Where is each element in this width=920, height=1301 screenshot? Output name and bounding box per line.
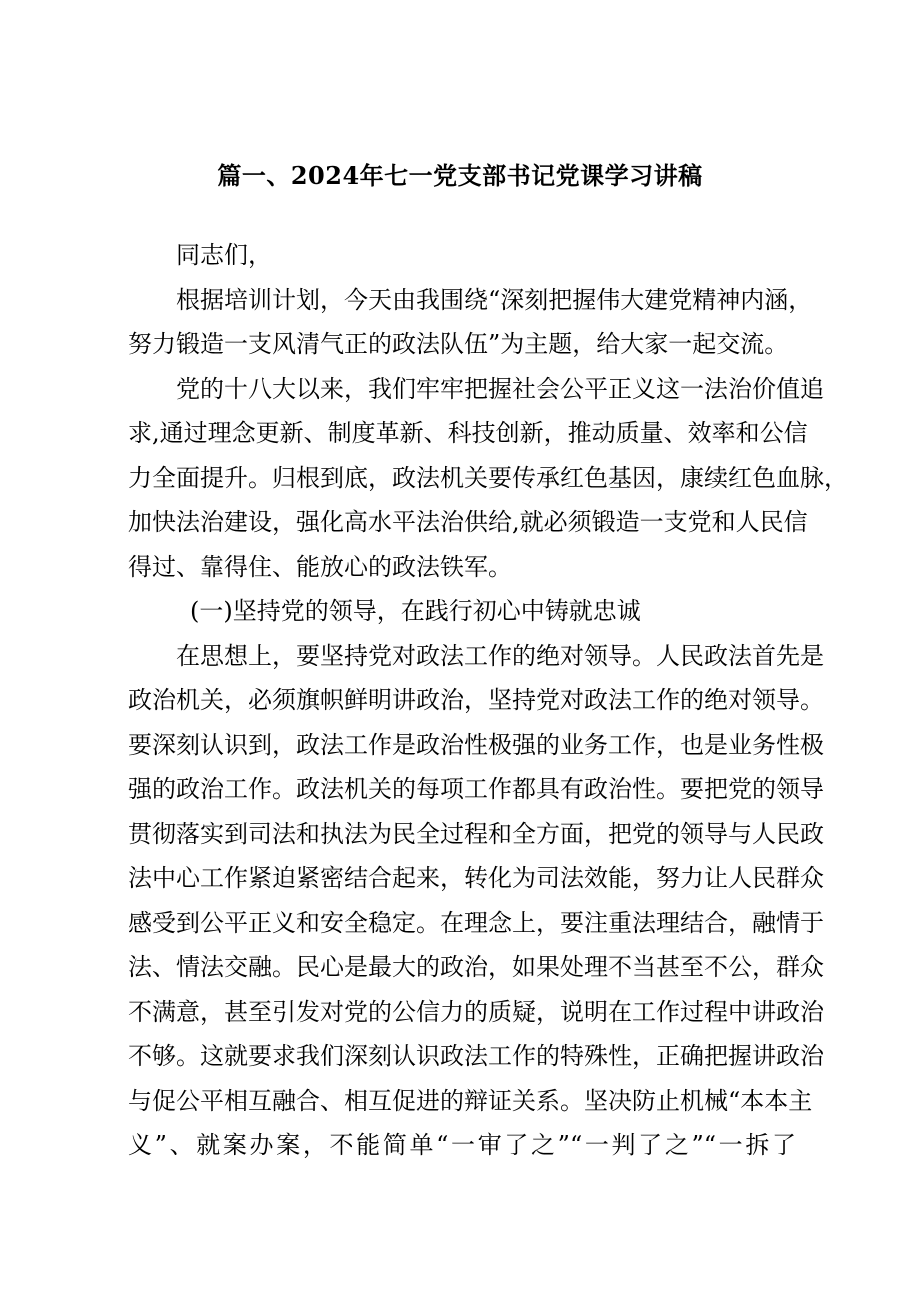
text-line: 同志们， bbox=[176, 241, 272, 269]
document-body bbox=[128, 233, 848, 1168]
text-line: 党的十八大以来，我们牢牢把握社会公平正义这一法治价值追 bbox=[176, 374, 824, 403]
text-line: 求,通过理念更新、制度革新、科技创新，推动质量、效率和公信 bbox=[128, 419, 808, 447]
text-line: 要深刻认识到，政法工作是政治性极强的业务工作，也是业务性极 bbox=[128, 730, 824, 759]
text-line: 感受到公平正义和安全稳定。在理念上，要注重法理结合，融情于 bbox=[128, 908, 824, 937]
text-line: 在思想上，要坚持党对政法工作的绝对领导。人民政法首先是 bbox=[176, 641, 824, 670]
section-heading-text: (一)坚持党的领导，在践行初心中铸就忠诚 bbox=[190, 597, 641, 625]
paragraph-background bbox=[128, 367, 848, 590]
text-line: 法中心工作紧迫紧密结合起来，转化为司法效能，努力让人民群众 bbox=[128, 864, 824, 892]
section-heading bbox=[128, 589, 796, 634]
text-line: 与促公平相互融合、相互促进的辩证关系。坚决防止机械“本本主 bbox=[128, 1086, 813, 1115]
text-line: 法、情法交融。民心是最大的政治，如果处理不当甚至不公，群众 bbox=[128, 953, 824, 981]
text-line: 贯彻落实到司法和执法为民全过程和全方面，把党的领导与人民政 bbox=[128, 819, 824, 848]
paragraph-section-body bbox=[128, 634, 824, 1168]
document-title: 篇一、2024年七一党支部书记党课学习讲稿 bbox=[217, 161, 703, 190]
text-line: 政治机关，必须旗帜鲜明讲政治，坚持党对政法工作的绝对领导。 bbox=[128, 686, 824, 714]
text-line: 义”、就案办案，不能简单“一审了之”“一判了之”“一拆了 bbox=[128, 1131, 796, 1159]
text-line: 加快法治建设，强化高水平法治供给,就必须锻造一支党和人民信 bbox=[128, 508, 808, 536]
paragraph-intro bbox=[128, 278, 813, 367]
text-line: 不满意，甚至引发对党的公信力的质疑，说明在工作过程中讲政治 bbox=[128, 997, 824, 1026]
text-line: 力全面提升。归根到底，政法机关要传承红色基因，康续红色血脉， bbox=[128, 463, 848, 492]
text-line: 根据培训计划，今天由我围绕“深刻把握伟大建党精神内涵， bbox=[176, 285, 813, 314]
text-line: 努力锻造一支风清气正的政法队伍”为主题，给大家一起交流。 bbox=[128, 330, 789, 358]
paragraph-greeting bbox=[128, 233, 796, 278]
text-line: 强的政治工作。政法机关的每项工作都具有政治性。要把党的领导 bbox=[128, 775, 824, 803]
text-line: 不够。这就要求我们深刻认识政法工作的特殊性，正确把握讲政治 bbox=[128, 1042, 824, 1070]
text-line: 得过、靠得住、能放心的政法铁军。 bbox=[128, 552, 512, 581]
